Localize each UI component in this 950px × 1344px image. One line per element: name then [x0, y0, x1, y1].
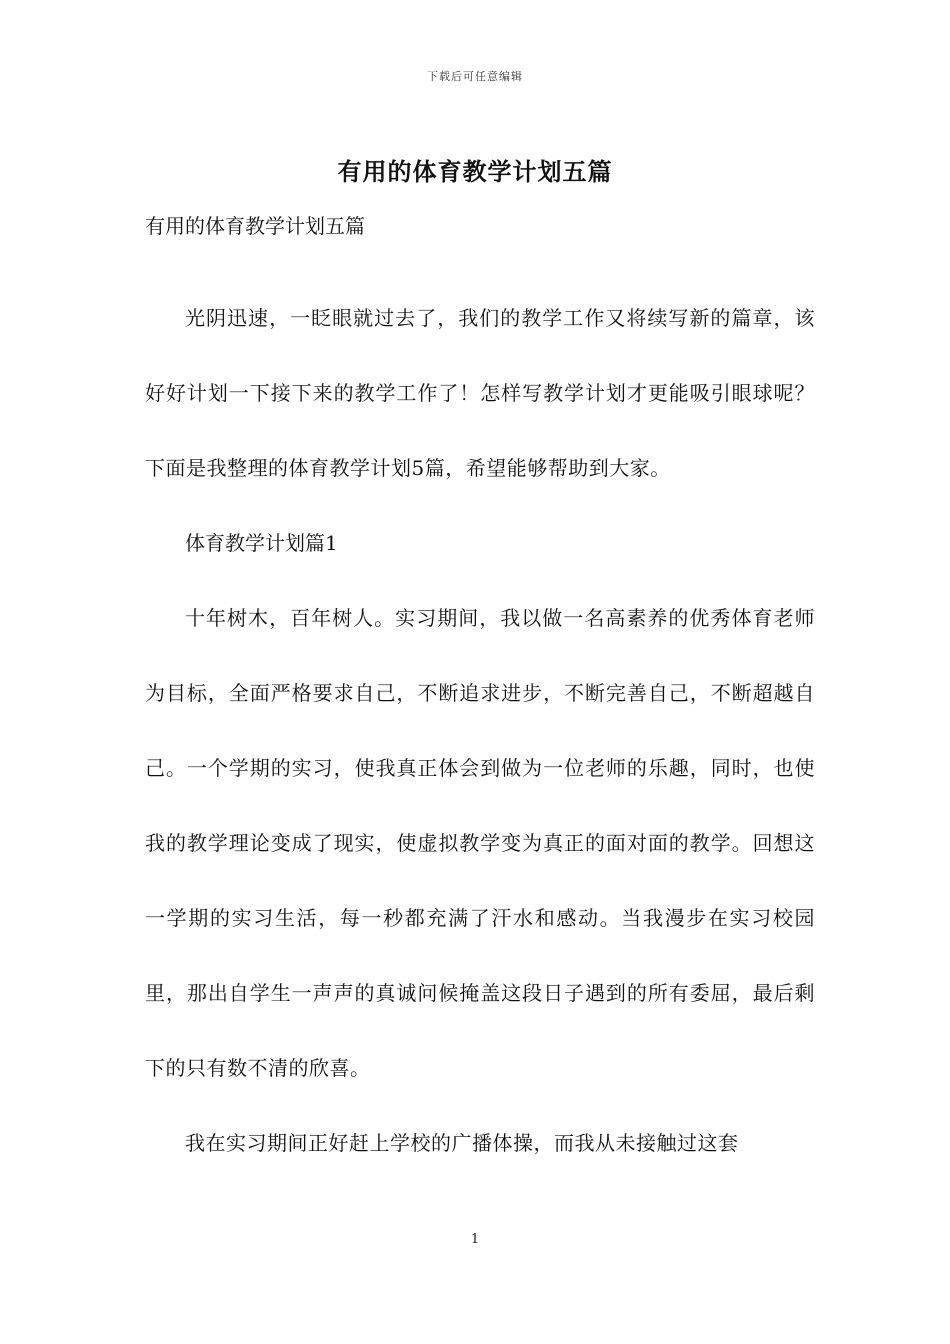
document-title: 有用的体育教学计划五篇	[337, 157, 613, 186]
header-note: 下载后可任意编辑	[427, 70, 523, 83]
section-heading: 体育教学计划篇1	[185, 531, 338, 555]
document-subtitle: 有用的体育教学计划五篇	[145, 214, 365, 238]
intro-paragraph: 光阴迅速，一眨眼就过去了，我们的教学工作又将续写新的篇章，该好好计划一下接下来的教学工作了！怎样写教学计划才更能吸引眼球呢？下面是我整理的体育教学计划5篇，希望能够帮助到大家。	[145, 306, 815, 480]
body-paragraph: 我在实习期间正好赶上学校的广播体操，而我从未接触过这套	[185, 1131, 739, 1155]
page-number: 1	[470, 1232, 480, 1247]
document-body	[145, 210, 815, 1181]
body-paragraph: 十年树木，百年树人。实习期间，我以做一名高素养的优秀体育老师为目标，全面严格要求自己，不断追求进步，不断完善自己，不断超越自己。一个学期的实习，使我真正体会到做为一位老师的乐趣，同时，也使我的教学理论变成了现实，使虚拟教学变为真正的面对面的教学。回想这一学期的实习生活，每一秒都充满了汗水和感动。当我漫步在实习校园里，那出自学生一声声的真诚问候掩盖这段日子遇到的所有委屈，最后剩下的只有数不清的欣喜。	[145, 606, 815, 1080]
